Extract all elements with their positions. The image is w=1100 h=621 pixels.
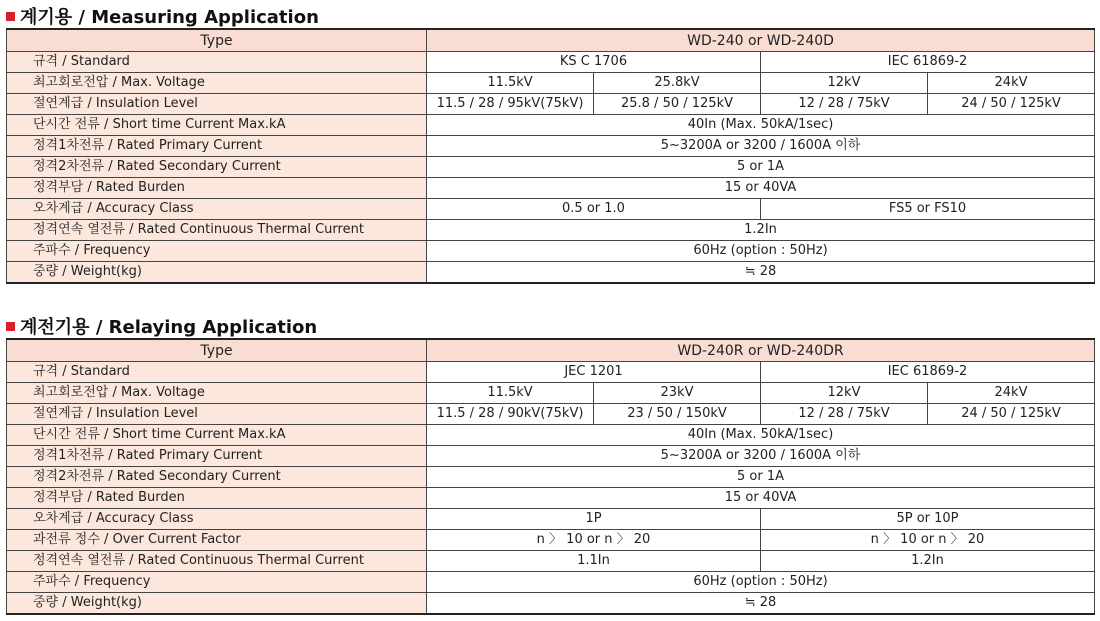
model-header: WD-240 or WD-240D: [427, 29, 1095, 52]
table-cell: 24kV: [928, 383, 1095, 404]
table-cell: ≒ 28: [427, 262, 1095, 284]
table-row: [7, 572, 1095, 593]
red-square-bullet-icon: [6, 12, 15, 21]
table-cell: KS C 1706: [427, 52, 761, 73]
table-row: [7, 136, 1095, 157]
table-cell: 0.5 or 1.0: [427, 199, 761, 220]
table-cell: 40In (Max. 50kA/1sec): [427, 425, 1095, 446]
row-label: 정격연속 열전류 / Rated Continuous Thermal Current: [7, 551, 427, 572]
row-label: 절연계급 / Insulation Level: [7, 404, 427, 425]
table-cell: JEC 1201: [427, 362, 761, 383]
table-cell: 60Hz (option : 50Hz): [427, 572, 1095, 593]
table-cell: 11.5 / 28 / 95kV(75kV): [427, 94, 594, 115]
table-cell: 5 or 1A: [427, 467, 1095, 488]
table-row: [7, 551, 1095, 572]
row-label: 중량 / Weight(kg): [7, 262, 427, 284]
type-header: Type: [7, 29, 427, 52]
table-cell: 5P or 10P: [761, 509, 1095, 530]
relaying-spec-table: [6, 338, 1095, 615]
table-row: [7, 509, 1095, 530]
type-header: Type: [7, 339, 427, 362]
table-row: [7, 115, 1095, 136]
table-cell: 1.2In: [761, 551, 1095, 572]
row-label: 규격 / Standard: [7, 52, 427, 73]
table-row: [7, 157, 1095, 178]
table-row: [7, 467, 1095, 488]
table-cell: 24 / 50 / 125kV: [928, 404, 1095, 425]
table-cell: 1P: [427, 509, 761, 530]
row-label: 정격1차전류 / Rated Primary Current: [7, 446, 427, 467]
relaying-section-title: [6, 313, 317, 339]
table-cell: 5~3200A or 3200 / 1600A 이하: [427, 446, 1095, 467]
row-label: 단시간 전류 / Short time Current Max.kA: [7, 425, 427, 446]
table-cell: 15 or 40VA: [427, 178, 1095, 199]
table-row: [7, 52, 1095, 73]
row-label: 주파수 / Frequency: [7, 241, 427, 262]
table-cell: 12 / 28 / 75kV: [761, 94, 928, 115]
table-header-row: [7, 339, 1095, 362]
row-label: 중량 / Weight(kg): [7, 593, 427, 615]
table-cell: 5 or 1A: [427, 157, 1095, 178]
measuring-section-title: [6, 3, 319, 29]
row-label: 규격 / Standard: [7, 362, 427, 383]
table-row: [7, 362, 1095, 383]
measuring-title-text: 계기용 / Measuring Application: [20, 7, 319, 28]
row-label: 과전류 정수 / Over Current Factor: [7, 530, 427, 551]
row-label: 오차계급 / Accuracy Class: [7, 199, 427, 220]
measuring-spec-table: [6, 28, 1095, 284]
table-cell: 60Hz (option : 50Hz): [427, 241, 1095, 262]
table-cell: 23 / 50 / 150kV: [594, 404, 761, 425]
table-cell: 23kV: [594, 383, 761, 404]
table-cell: 12kV: [761, 73, 928, 94]
table-row: [7, 425, 1095, 446]
table-cell: 12 / 28 / 75kV: [761, 404, 928, 425]
table-cell: 1.1In: [427, 551, 761, 572]
row-label: 정격1차전류 / Rated Primary Current: [7, 136, 427, 157]
table-row: [7, 262, 1095, 284]
table-row: [7, 530, 1095, 551]
relaying-title-text: 계전기용 / Relaying Application: [20, 317, 318, 338]
row-label: 정격부담 / Rated Burden: [7, 488, 427, 509]
red-square-bullet-icon: [6, 322, 15, 331]
table-cell: n 〉 10 or n 〉 20: [427, 530, 761, 551]
row-label: 단시간 전류 / Short time Current Max.kA: [7, 115, 427, 136]
table-header-row: [7, 29, 1095, 52]
table-cell: IEC 61869-2: [761, 52, 1095, 73]
row-label: 정격연속 열전류 / Rated Continuous Thermal Current: [7, 220, 427, 241]
table-cell: 40In (Max. 50kA/1sec): [427, 115, 1095, 136]
table-row: [7, 178, 1095, 199]
table-cell: 25.8 / 50 / 125kV: [594, 94, 761, 115]
table-cell: 25.8kV: [594, 73, 761, 94]
row-label: 정격부담 / Rated Burden: [7, 178, 427, 199]
table-cell: IEC 61869-2: [761, 362, 1095, 383]
table-cell: 1.2In: [427, 220, 1095, 241]
table-row: [7, 73, 1095, 94]
table-row: [7, 446, 1095, 467]
row-label: 절연계급 / Insulation Level: [7, 94, 427, 115]
row-label: 오차계급 / Accuracy Class: [7, 509, 427, 530]
model-header: WD-240R or WD-240DR: [427, 339, 1095, 362]
table-cell: 15 or 40VA: [427, 488, 1095, 509]
table-cell: FS5 or FS10: [761, 199, 1095, 220]
table-row: [7, 199, 1095, 220]
table-cell: 11.5 / 28 / 90kV(75kV): [427, 404, 594, 425]
row-label: 정격2차전류 / Rated Secondary Current: [7, 157, 427, 178]
row-label: 주파수 / Frequency: [7, 572, 427, 593]
table-row: [7, 220, 1095, 241]
table-cell: 11.5kV: [427, 383, 594, 404]
table-row: [7, 383, 1095, 404]
table-cell: ≒ 28: [427, 593, 1095, 615]
table-row: [7, 241, 1095, 262]
table-cell: 24kV: [928, 73, 1095, 94]
row-label: 정격2차전류 / Rated Secondary Current: [7, 467, 427, 488]
table-row: [7, 94, 1095, 115]
table-cell: n 〉 10 or n 〉 20: [761, 530, 1095, 551]
row-label: 최고회로전압 / Max. Voltage: [7, 73, 427, 94]
table-cell: 24 / 50 / 125kV: [928, 94, 1095, 115]
table-row: [7, 404, 1095, 425]
table-row: [7, 488, 1095, 509]
table-cell: 11.5kV: [427, 73, 594, 94]
table-cell: 5~3200A or 3200 / 1600A 이하: [427, 136, 1095, 157]
row-label: 최고회로전압 / Max. Voltage: [7, 383, 427, 404]
table-cell: 12kV: [761, 383, 928, 404]
table-row: [7, 593, 1095, 615]
